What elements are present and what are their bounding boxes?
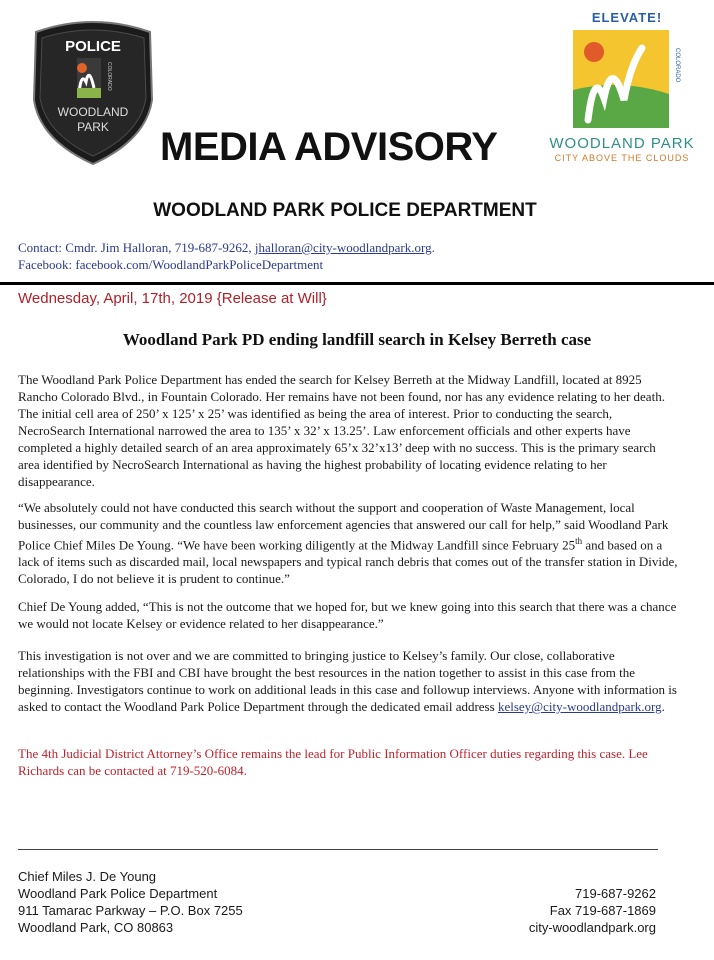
badge-woodland-text: WOODLAND xyxy=(57,105,129,119)
contact-email-link[interactable]: jhalloran@city-woodlandpark.org xyxy=(254,240,432,255)
contact-suffix: . xyxy=(431,240,435,255)
city-above-clouds-tagline: CITY ABOVE THE CLOUDS xyxy=(554,153,690,163)
page-title: MEDIA ADVISORY xyxy=(160,125,498,169)
paragraph-4-text: This investigation is not over and we are committed to bringing justice to Kelsey’s family. Our close, collaborative relationships with the FBI and CBI have brought the best resources in the nation together to assist in this case from the beginning. Investigators continue to work on additional leads in this case and followup interviews. Anyone with information is asked to contact the Woodland Park Police Department through the dedicated email address xyxy=(18,648,677,714)
police-badge-logo xyxy=(28,18,158,166)
footer-website: city-woodlandpark.org xyxy=(528,920,656,935)
footer-phone: 719-687-9262 xyxy=(575,886,656,901)
department-title: WOODLAND PARK POLICE DEPARTMENT xyxy=(153,200,537,221)
paragraph-2 xyxy=(18,499,678,587)
contact-block xyxy=(18,239,668,273)
paragraph-3: Chief De Young added, “This is not the outcome that we hoped for, but we knew going into this search that there was a chance we would not locate Kelsey or evidence related to her disappearance.” xyxy=(18,599,677,631)
facebook-line: Facebook: facebook.com/WoodlandParkPoliceDepartment xyxy=(18,257,324,272)
logo-colorado-text: COLORADO xyxy=(674,48,680,83)
contact-line xyxy=(18,239,668,256)
badge-park-text: PARK xyxy=(77,120,109,134)
paragraph-5-da-notice: The 4th Judicial District Attorney’s Office remains the lead for Public Information Officer duties regarding this case. Lee Richards can be contacted at 719-520-6084. xyxy=(18,746,648,778)
footer-contact xyxy=(460,885,656,936)
footer-city: Woodland Park, CO 80863 xyxy=(18,920,174,935)
contact-prefix: Contact: Cmdr. Jim Halloran, 719-687-9262, xyxy=(18,240,255,255)
tip-email-link[interactable]: kelsey@city-woodlandpark.org xyxy=(497,699,662,714)
badge-police-text: POLICE xyxy=(65,38,121,55)
badge-colorado-text: COLORADO xyxy=(106,62,112,91)
elevate-wordmark: ELEVATE! xyxy=(591,10,663,25)
header-divider xyxy=(0,282,714,285)
paragraph-2-part-a: “We absolutely could not have conducted this search without the support and cooperation of Waste Management, local businesses, our community and the countless law enforcement agencies that answered our call for help,” said Woodland Park Police Chief Miles De Young. “We have been working diligently at the Midway Landfill since February 25 xyxy=(18,500,669,553)
footer-address: 911 Tamarac Parkway – P.O. Box 7255 xyxy=(18,903,243,918)
footer-divider xyxy=(18,849,658,850)
ordinal-suffix: th xyxy=(575,536,583,546)
paragraph-4-end: . xyxy=(661,699,665,714)
paragraph-1: The Woodland Park Police Department has ended the search for Kelsey Berreth at the Midway Landfill, located at 8925 Rancho Colorado Blvd., in Fountain Colorado. Her remains have not been found, nor has any evidence relating to her death. The initial cell area of 250’ x 125’ x 25’ was identified as being the area of interest. Prior to conducting the search, NecroSearch International narrowed the area to 135’ x 32’ x 13.25’. Law enforcement officials and other experts have completed a highly detailed search of an area approximately 65’x 32’x13’ deep with no success. This is the primary search area identified by NecroSearch International as having the highest probability of locating evidence relating to her disappearance. xyxy=(18,372,665,489)
woodland-park-wordmark: WOODLAND PARK xyxy=(549,135,695,152)
footer-signature xyxy=(18,868,368,936)
footer-name: Chief Miles J. De Young xyxy=(18,869,157,884)
press-headline: Woodland Park PD ending landfill search in Kelsey Berreth case xyxy=(122,330,592,349)
footer-fax: Fax 719-687-1869 xyxy=(549,903,656,918)
release-date: Wednesday, April, 17th, 2019 {Release at Will} xyxy=(18,290,327,307)
footer-org: Woodland Park Police Department xyxy=(18,886,218,901)
paragraph-4 xyxy=(18,647,678,715)
paragraph-2-part-b: and based on a lack of items such as discarded mail, local newspapers and typical ranch debris that comes out of the transfer station in Divide, Colorado, I do not believe it is prudent to continue.” xyxy=(18,537,678,587)
